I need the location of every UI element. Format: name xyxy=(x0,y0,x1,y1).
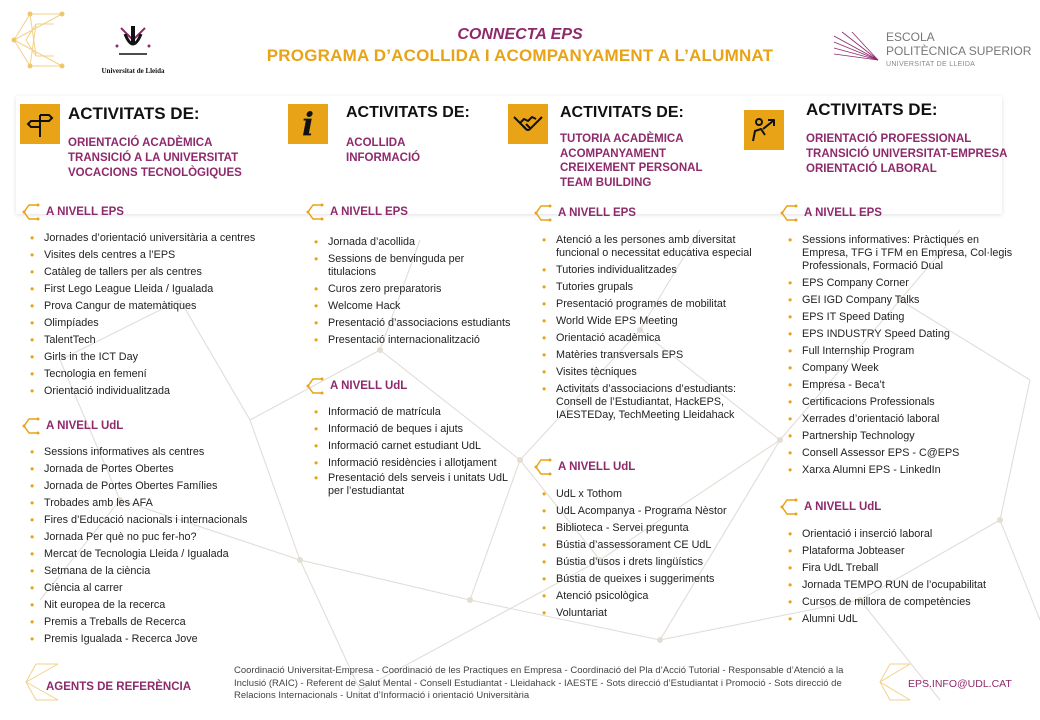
activity-type: TUTORIA ACADÈMICA xyxy=(560,133,684,145)
eps-activity-list xyxy=(312,234,512,349)
list-item: • Sessions informatives: Pràctiques en Empresa, TFG i TFM en Empresa, Col·legis Professionals, Formació Dual xyxy=(786,234,1026,273)
activities-heading: ACTIVITATS DE: xyxy=(346,104,470,121)
list-item: • Fires d’Educació nacionals i internacionals xyxy=(28,512,298,529)
section-title-udl xyxy=(306,376,407,396)
list-item: • EPS Company Corner xyxy=(786,275,1026,292)
list-item: • Tecnologia en femení xyxy=(28,366,298,383)
agents-label: AGENTS DE REFERÈNCIA xyxy=(46,681,192,693)
section-title-eps xyxy=(534,203,636,223)
list-item: • Bústia d’assessorament CE UdL xyxy=(540,537,764,554)
section-title-text: A NIVELL UdL xyxy=(804,501,882,513)
section-title-udl xyxy=(22,416,123,436)
page-title: CONNECTA EPS xyxy=(457,26,583,43)
activity-type: ACOLLIDA xyxy=(346,137,406,149)
udl-activity-list xyxy=(28,444,298,648)
list-item: • Tutories individualitzades xyxy=(540,262,764,279)
list-item: • Xerrades d’orientació laboral xyxy=(786,411,1026,428)
list-item: • Premis a Treballs de Recerca xyxy=(28,614,298,631)
list-item: • Informació residències i allotjament xyxy=(312,457,512,470)
handshake-icon xyxy=(508,104,548,144)
eps-logo xyxy=(832,30,1032,72)
section-title-udl xyxy=(534,457,635,477)
corner-c-logo-bottom-right xyxy=(880,664,910,700)
list-item: • Presentació programes de mobilitat xyxy=(540,296,764,313)
section-title-text: A NIVELL UdL xyxy=(558,461,636,473)
section-title-text: A NIVELL EPS xyxy=(46,206,124,218)
section-title-text: A NIVELL EPS xyxy=(804,207,882,219)
list-item: • Presentació dels serveis i unitats UdL per l’estudiantat xyxy=(312,472,512,498)
list-item: • Jornades d’orientació universitària a centres xyxy=(28,230,298,247)
list-item: • Ciència al carrer xyxy=(28,580,298,597)
list-item: • Presentació internacionalització xyxy=(312,332,512,349)
c-logo-icon xyxy=(780,497,800,517)
c-logo-icon xyxy=(22,202,42,222)
list-item: • Sessions de benvinguda per titulacions xyxy=(312,253,512,279)
c-logo-icon xyxy=(306,202,326,222)
activity-type: ORIENTACIÓ PROFESSIONAL xyxy=(806,133,972,145)
list-item: • Empresa - Beca’t xyxy=(786,377,1026,394)
list-item: • Informació de matrícula xyxy=(312,404,512,421)
list-item: • Informació carnet estudiant UdL xyxy=(312,438,512,455)
activity-type: ACOMPANYAMENT xyxy=(560,147,667,160)
list-item: • Tutories grupals xyxy=(540,279,764,296)
c-logo-icon xyxy=(534,203,554,223)
eps-activity-list xyxy=(540,232,764,424)
agents-text: Coordinació Universitat-Empresa - Coordinació de les Practiques en Empresa - Coordinació del Pla d’Acció Tutorial - Responsable d’Atenció a la Inclusió (RAIC) - Referent de Salut Mental - Consell Estudiantat - Lleidahack - IAESTE - Sots direcció d’Estudiantat i Promoció - Sots direcció de Relacions Internacionals - Unitat d’Informació i orientació Universitària xyxy=(234,665,844,701)
list-item: • EPS IT Speed Dating xyxy=(786,309,1026,326)
list-item: • Company Week xyxy=(786,360,1026,377)
activity-type: ORIENTACIÓ ACADÈMICA xyxy=(68,137,213,149)
section-title-udl xyxy=(780,497,881,517)
list-item: • UdL x Tothom xyxy=(540,486,764,503)
list-item: • Jornada TEMPO RUN de l’ocupabilitat xyxy=(786,577,1026,594)
c-logo-icon xyxy=(22,416,42,436)
activity-type: ORIENTACIÓ LABORAL xyxy=(806,163,937,175)
list-item: • Bústia de queixes i suggeriments xyxy=(540,571,764,588)
list-item: • Jornada de Portes Obertes Famílies xyxy=(28,478,298,495)
udl-activity-list xyxy=(786,526,1026,628)
list-item: • Curos zero preparatoris xyxy=(312,281,512,298)
activity-type: TEAM BUILDING xyxy=(560,176,652,189)
list-item: • Visites tècniques xyxy=(540,364,764,381)
eps-logo-icon xyxy=(832,30,880,64)
activities-block-4 xyxy=(806,100,1026,177)
list-item: • World Wide EPS Meeting xyxy=(540,313,764,330)
udl-emblem-icon xyxy=(111,24,155,60)
section-title-text: A NIVELL EPS xyxy=(330,206,408,218)
list-item: • Jornada d’acollida xyxy=(312,234,512,251)
activities-block-3 xyxy=(560,104,760,190)
list-item: • GEI IGD Company Talks xyxy=(786,292,1026,309)
eps-activity-list xyxy=(28,230,298,400)
page-subtitle: PROGRAMA D’ACOLLIDA I ACOMPANYAMENT A L’ALUMNAT xyxy=(266,46,774,65)
list-item: • Full Internship Program xyxy=(786,343,1026,360)
section-title-text: A NIVELL EPS xyxy=(558,207,636,219)
activity-type: VOCACIONS TECNOLÒGIQUES xyxy=(68,167,242,179)
activities-heading: ACTIVITATS DE: xyxy=(68,104,200,123)
info-icon: i xyxy=(288,104,328,144)
list-item: • EPS INDUSTRY Speed Dating xyxy=(786,326,1026,343)
list-item: • Consell Assessor EPS - C@EPS xyxy=(786,445,1026,462)
list-item: • Alumni UdL xyxy=(786,611,1026,628)
list-item: • Biblioteca - Servei pregunta xyxy=(540,520,764,537)
contact-email-link[interactable]: EPS.INFO@UDL.CAT xyxy=(908,678,1012,690)
list-item: • Mercat de Tecnologia Lleida / Igualada xyxy=(28,546,298,563)
list-item: • Jornada Per què no puc fer-ho? xyxy=(28,529,298,546)
list-item: • Atenció a les persones amb diversitat funcional o necessitat educativa especial xyxy=(540,234,764,260)
list-item: • Cursos de millora de competències xyxy=(786,594,1026,611)
activities-heading: ACTIVITATS DE: xyxy=(560,104,684,121)
list-item: • Plataforma Jobteaser xyxy=(786,543,1026,560)
section-title-eps xyxy=(306,202,408,222)
activity-type: TRANSICIÓ A LA UNIVERSITAT xyxy=(68,152,239,164)
list-item: • Prova Cangur de matemàtiques xyxy=(28,298,298,315)
list-item: • First Lego League Lleida / Igualada xyxy=(28,281,298,298)
list-item: • Matèries transversals EPS xyxy=(540,347,764,364)
section-title-eps xyxy=(22,202,124,222)
growth-icon xyxy=(744,110,784,150)
list-item: • Activitats d’associacions d’estudiants: Consell de l’Estudiantat, HackEPS, IAESTEDay, TechMeeting Lleidahack xyxy=(540,383,764,422)
list-item: • Presentació d’associacions estudiants xyxy=(312,317,512,330)
section-title-text: A NIVELL UdL xyxy=(330,380,408,392)
c-logo-icon xyxy=(534,457,554,477)
udl-activity-list xyxy=(312,404,512,500)
activities-block-1 xyxy=(68,104,288,181)
list-item: • Orientació individualitzada xyxy=(28,383,298,400)
list-item: • Bústia d’usos i drets lingüístics xyxy=(540,554,764,571)
list-item: • Catàleg de tallers per als centres xyxy=(28,264,298,281)
list-item: • Orientació i inserció laboral xyxy=(786,526,1026,543)
list-item: • Visites dels centres a l’EPS xyxy=(28,247,298,264)
signpost-icon xyxy=(20,104,60,144)
activities-heading: ACTIVITATS DE: xyxy=(806,100,938,119)
eps-activity-list xyxy=(786,232,1026,479)
list-item: • Sessions informatives als centres xyxy=(28,444,298,461)
corner-c-logo-top-left xyxy=(14,14,62,66)
list-item: • Orientació acadèmica xyxy=(540,330,764,347)
activity-type: INFORMACIÓ xyxy=(346,152,421,164)
list-item: • Jornada de Portes Obertes xyxy=(28,461,298,478)
udl-activity-list xyxy=(540,486,764,622)
list-item: • Xarxa Alumni EPS - LinkedIn xyxy=(786,462,1026,479)
eps-logo-line1: ESCOLA xyxy=(886,30,935,44)
list-item: • Voluntariat xyxy=(540,605,764,622)
list-item: • Setmana de la ciència xyxy=(28,563,298,580)
list-item: • Nit europea de la recerca xyxy=(28,597,298,614)
list-item: • TalentTech xyxy=(28,332,298,349)
c-logo-icon xyxy=(306,376,326,396)
list-item: • Premis Igualada - Recerca Jove xyxy=(28,631,298,648)
list-item: • Fira UdL Treball xyxy=(786,560,1026,577)
list-item: • Welcome Hack xyxy=(312,298,512,315)
section-title-eps xyxy=(780,203,882,223)
list-item: • Informació de beques i ajuts xyxy=(312,421,512,438)
list-item: • UdL Acompanya - Programa Nèstor xyxy=(540,503,764,520)
list-item: • Olimpíades xyxy=(28,315,298,332)
activities-block-2 xyxy=(346,104,506,166)
activity-type: CREIXEMENT PERSONAL xyxy=(560,162,703,174)
list-item: • Atenció psicològica xyxy=(540,588,764,605)
eps-logo-line3: UNIVERSITAT DE LLEIDA xyxy=(886,61,976,68)
list-item: • Certificacions Professionals xyxy=(786,394,1026,411)
list-item: • Trobades amb les AFA xyxy=(28,495,298,512)
udl-logo xyxy=(100,24,166,75)
list-item: • Girls in the ICT Day xyxy=(28,349,298,366)
section-title-text: A NIVELL UdL xyxy=(46,420,124,432)
eps-logo-line2: POLITÈCNICA SUPERIOR xyxy=(886,44,1032,58)
list-item: • Partnership Technology xyxy=(786,428,1026,445)
activity-type: TRANSICIÓ UNIVERSITAT-EMPRESA xyxy=(806,148,1008,160)
c-logo-icon xyxy=(780,203,800,223)
udl-logo-text: Universitat de Lleida xyxy=(101,67,165,75)
